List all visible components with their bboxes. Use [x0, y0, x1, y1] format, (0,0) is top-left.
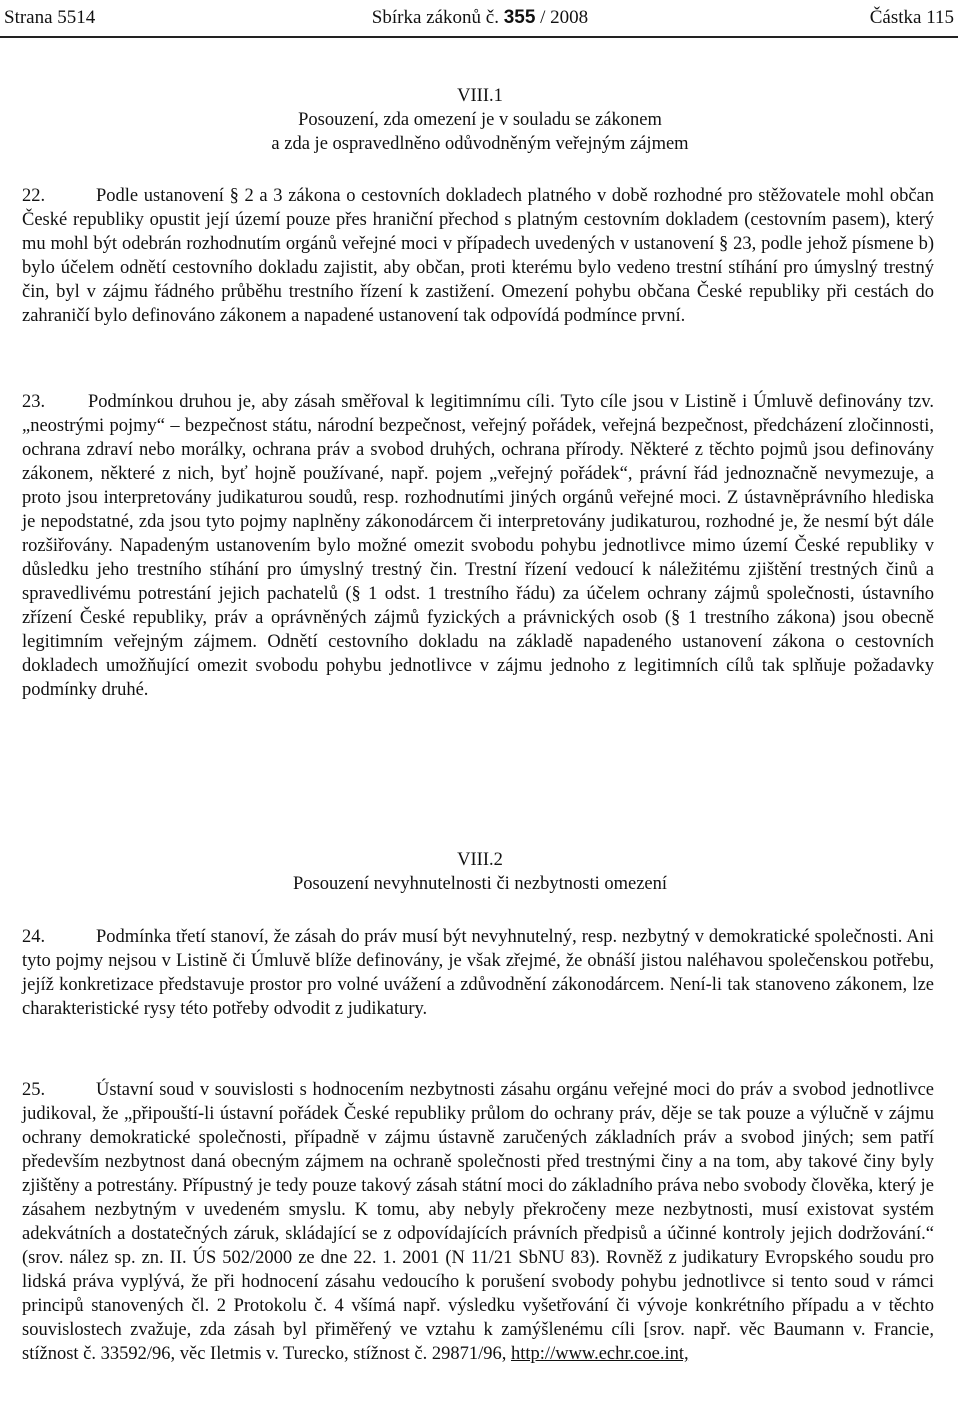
paragraph-text: Podmínka třetí stanoví, že zásah do práv musí být nevyhnutelný, resp. nezbytný v demokratické společnosti. Ani tyto pojmy nejsou v Listině či Úmluvě blíže definovány, je však zřejmé, že obnáší jistou naléhavou společenskou potřebu, jejíž konkretizace představuje prostor pro volné uvážení a zdůvodnění zákonodárcem. Není-li tak stanoveno zákonem, lze charakteristické rysy této potřeby odvodit z judikatury. [22, 927, 934, 1019]
section-heading-viii-2 [0, 848, 960, 896]
section-heading-viii-1 [0, 84, 960, 156]
issue-number: Částka 115 [869, 7, 954, 28]
paragraph-24 [22, 925, 934, 1021]
paragraph-number: 23. [22, 392, 46, 412]
header-rule [0, 36, 958, 38]
paragraph-number: 22. [22, 186, 46, 206]
paragraph-23 [22, 390, 934, 702]
section-number: VIII.1 [457, 86, 503, 106]
collection-title [0, 7, 960, 29]
collection-year: / 2008 [535, 7, 589, 28]
paragraph-text: Podmínkou druhou je, aby zásah směřoval k legitimnímu cíli. Tyto cíle jsou v Listině i Úmluvě definovány tzv. „neostrými pojmy“ – bezpečnost státu, národní bezpečnost, veřejný pořádek, veřejná bezpečnost, předcházení zločinnosti, ochrana zdraví nebo morálky, ochrana práv a svobod druhých, ochrana přírody. Některé z těchto pojmů jsou definovány zákonem, některé z nich, byť hojně používané, např. pojem „veřejný pořádek“, právní řád jednoznačně nevymezuje, a proto jsou interpretovány judikaturou soudů, resp. rozhodnutími jiných orgánů veřejné moci. Z ústavněprávního hlediska je nepodstatné, zda jsou tyto pojmy naplněny zákonodárcem či interpretovány judikaturou, rozhodné je, že nesmí být dále rozšiřovány. Napadeným ustanovením bylo možné omezit svobodu pohybu jednotlivce mimo území České republiky v důsledku jeho trestního stíhání pro úmyslný trestný čin. Trestní řízení vedoucí k náležitému zjištění trestných činů a spravedlivému potrestání jejich pachatelů (§ 1 odst. 1 trestního řádu) za účelem ochrany zájmů společnosti, ústavního zřízení České republiky, práv a oprávněných zájmů fyzických a právnických osob (§ 1 trestního zákona) jsou obecně legitimním veřejným zájmem. Odnětí cestovního dokladu na základě napadeného ustanovení zákona o cestovních dokladech umožňující omezit svobodu pohybu jednotlivce v zájmu jednoho z legitimních cílů tak splňuje požadavky podmínky druhé. [22, 392, 934, 700]
paragraph-25 [22, 1078, 934, 1366]
section-title-line: a zda je ospravedlněno odůvodněným veřejným zájmem [271, 134, 689, 154]
paragraph-number: 24. [22, 927, 46, 947]
paragraph-text: Ústavní soud v souvislosti s hodnocením nezbytnosti zásahu orgánu veřejné moci do práv a svobod jednotlivce judikoval, že „připouští-li ústavní pořádek České republiky průlom do ochrany práv, děje se tak pouze a výlučně v zájmu ochrany demokratické společnosti, případně v zájmu ústavně zaručených základních práv a svobod jiných; sem patří především nezbytnost daná obecným zájmem na ochraně společnosti před trestnými činy a na tom, aby takové činy byly zjištěny a potrestány. Přípustný je tedy pouze takový zásah státní moci do základního práva nebo svobody člověka, který je zásahem nezbytným v uvedeném smyslu. K tomu, aby nebyly překročeny meze nezbytnosti, musí existovat systém adekvátních a dostatečných záruk, skládající se z odpovídajících právních předpisů a účinné kontroly jejich dodržování.“ (srov. nález sp. zn. II. ÚS 502/2000 ze dne 22. 1. 2001 (N 11/21 SbNU 83). Rovněž z judikatury Evropského soudu pro lidská práva vyplývá, že při hodnocení zásahu vedoucího k porušení svobody pohybu jednotlivce si tento soud v rámci principů stanovených čl. 2 Protokolu č. 4 všímá např. výsledku vyšetřování či vývoje konkrétního případu a v těchto souvislostech zvažuje, zda zásah byl přiměřený ve vztahu k zamýšlenému cíli [srov. např. věc Baumann v. Francie, stížnost č. 33592/96, věc Iletmis v. Turecko, stížnost č. 29871/96, [22, 1080, 934, 1364]
collection-number: 355 [503, 7, 536, 28]
page-header [0, 0, 960, 40]
paragraph-text: Podle ustanovení § 2 a 3 zákona o cestovních dokladech platného v době rozhodné pro stěžovatele mohl občan České republiky opustit její území pouze přes hraniční přechod s platným cestovním dokladem (cestovním pasem), který mu mohl být odebrán rozhodnutím orgánů veřejné moci v případech uvedených v ustanovení § 23, podle jehož písmene b) bylo účelem odnětí cestovního dokladu zajistit, aby občan, proti kterému bylo vedeno trestní stíhání pro úmyslný trestný čin, byl v zájmu řádného průběhu trestního řízení k zastižení. Omezení pohybu občana České republiky při cestách do zahraničí bylo definováno zákonem a napadené ustanovení tak odpovídá podmínce první. [22, 186, 934, 326]
paragraph-22 [22, 184, 934, 328]
collection-prefix: Sbírka zákonů č. [371, 7, 499, 28]
echr-link[interactable]: http://www.echr.coe.int, [511, 1344, 689, 1364]
paragraph-number: 25. [22, 1080, 46, 1100]
section-number: VIII.2 [457, 850, 503, 870]
page-number: Strana 5514 [4, 7, 96, 28]
section-title-line: Posouzení, zda omezení je v souladu se zákonem [298, 110, 662, 130]
section-title-line: Posouzení nevyhnutelnosti či nezbytnosti omezení [292, 874, 668, 894]
